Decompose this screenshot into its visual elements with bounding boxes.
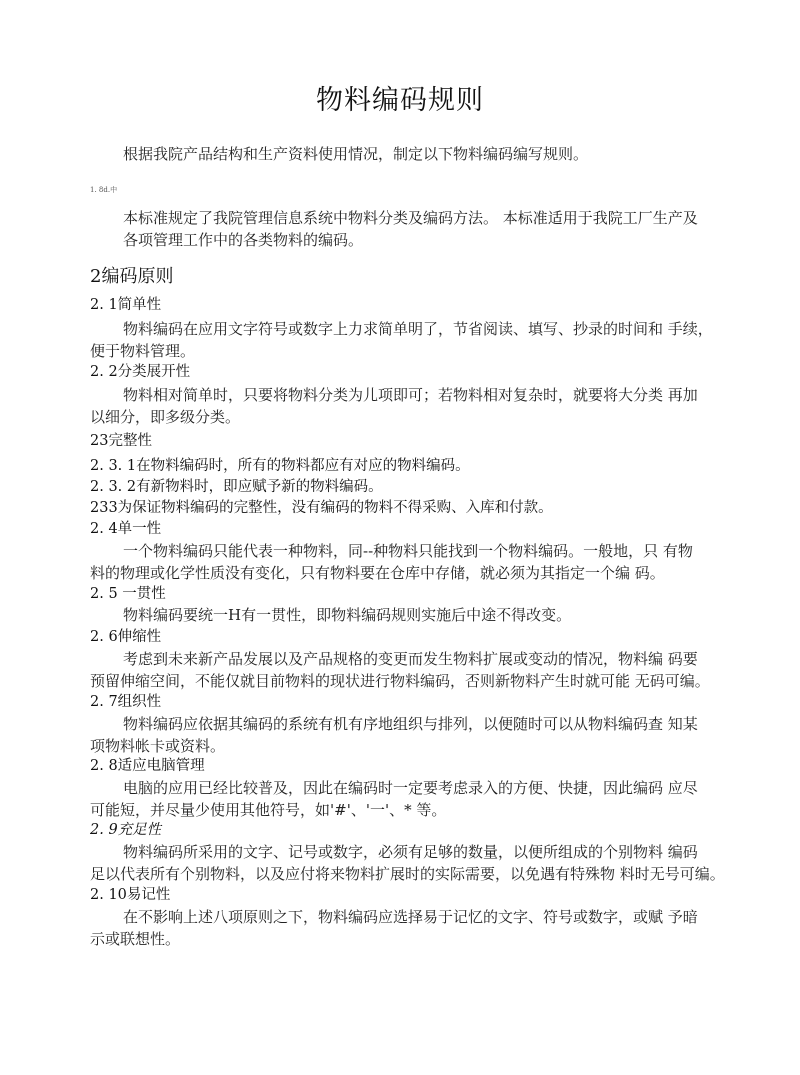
body-line: 物料相对简单时，只要将物料分类为儿项即可；若物料相对复杂时，就要将大分类 再加 (123, 386, 698, 404)
body-line: 电脑的应用已经比较普及，因此在编码时一定要考虑录入的方便、快捷，因此编码 应尽 (123, 779, 698, 797)
body-line: 物料编码要统一H有一贯性，即物料编码规则实施后中途不得改变。 (123, 606, 572, 624)
page-title: 物料编码规则 (316, 85, 484, 116)
body-line: 物料编码所采用的文字、记号或数字，必须有足够的数量，以便所组成的个别物料 编码 (123, 843, 698, 861)
sub-item-2-3-1: 2. 3. 1在物料编码时，所有的物料都应有对应的物料编码。 (90, 458, 470, 474)
body-line: 一个物料编码只能代表一种物料，同--种物料只能找到一个物料编码。一般地，只 有物 (123, 542, 693, 560)
body-line: 可能短，并尽量少使用其他符号，如'#'、'一'、* 等。 (90, 801, 447, 819)
body-line: 考虑到未来新产品发展以及产品规格的变更而发生物料扩展或变动的情况，物料编 码要 (123, 650, 698, 668)
sub-item-2-3-3: 233为保证物料编码的完整性，没有编码的物料不得采购、入库和付款。 (90, 500, 553, 516)
body-line: 料的物理或化学性质没有变化，只有物料要在仓库中存储，就必须为其指定一个编 码。 (90, 564, 665, 582)
body-line: 物料编码应依据其编码的系统有机有序地组织与排列，以便随时可以从物料编码查 知某 (123, 715, 698, 733)
small-mark: 1. 8d.中 (90, 186, 118, 194)
principle-body-flexibility (90, 648, 720, 692)
body-line: 在不影响上述八项原则之下，物料编码应选择易于记忆的文字、符号或数字，或赋 予暗 (123, 908, 698, 926)
body-line: 物料编码在应用文字符号或数字上力求简单明了，节省阅读、填写、抄录的时间和 手续， (123, 320, 713, 338)
principle-body-uniqueness (90, 540, 720, 584)
principle-body-classification (90, 384, 720, 428)
principle-heading-sufficiency: 2. 9充足性 (90, 822, 162, 838)
scope-line-2: 各项管理工作中的各类物料的编码。 (123, 231, 364, 249)
principle-heading-consistency: 2. 5 一贯性 (90, 586, 166, 602)
principle-heading-flexibility: 2. 6伸缩性 (90, 629, 162, 645)
principle-heading-simplicity: 2. 1简单性 (90, 297, 162, 313)
principle-heading-classification: 2. 2分类展开性 (90, 364, 191, 380)
principle-heading-memorability: 2. 10易记性 (90, 887, 171, 903)
principle-body-consistency (90, 604, 720, 626)
principle-body-simplicity (90, 318, 720, 362)
body-line: 预留伸缩空间，不能仅就目前物料的现状进行物料编码，否则新物料产生时就可能 无码可编。 (90, 672, 710, 690)
body-line: 便于物料管理。 (90, 342, 196, 360)
principle-heading-uniqueness: 2. 4单一性 (90, 521, 162, 537)
principle-heading-organization: 2. 7组织性 (90, 694, 162, 710)
body-line: 示或联想性。 (90, 930, 181, 948)
sub-item-2-3-2: 2. 3. 2有新物料时，即应赋予新的物料编码。 (90, 479, 383, 495)
section-2-title: 2编码原则 (90, 266, 174, 287)
body-line: 足以代表所有个别物料，以及应付将来物料扩展时的实际需要，以免遇有特殊物 料时无号可编。 (90, 865, 725, 883)
body-line: 项物料帐卡或资料。 (90, 737, 226, 755)
body-line: 以细分，即多级分类。 (90, 408, 241, 426)
scope-line-1: 本标准规定了我院管理信息系统中物料分类及编码方法。 本标准适用于我院工厂生产及 (123, 209, 698, 227)
principle-heading-completeness: 23完整性 (90, 433, 152, 449)
principle-heading-computer: 2. 8适应电脑管理 (90, 758, 205, 774)
intro-paragraph: 根据我院产品结构和生产资料使用情况，制定以下物料编码编写规则。 (123, 145, 589, 163)
principle-body-computer (90, 777, 720, 821)
principle-body-organization (90, 713, 720, 757)
principle-body-memorability (90, 906, 720, 950)
principle-body-sufficiency (90, 841, 725, 885)
